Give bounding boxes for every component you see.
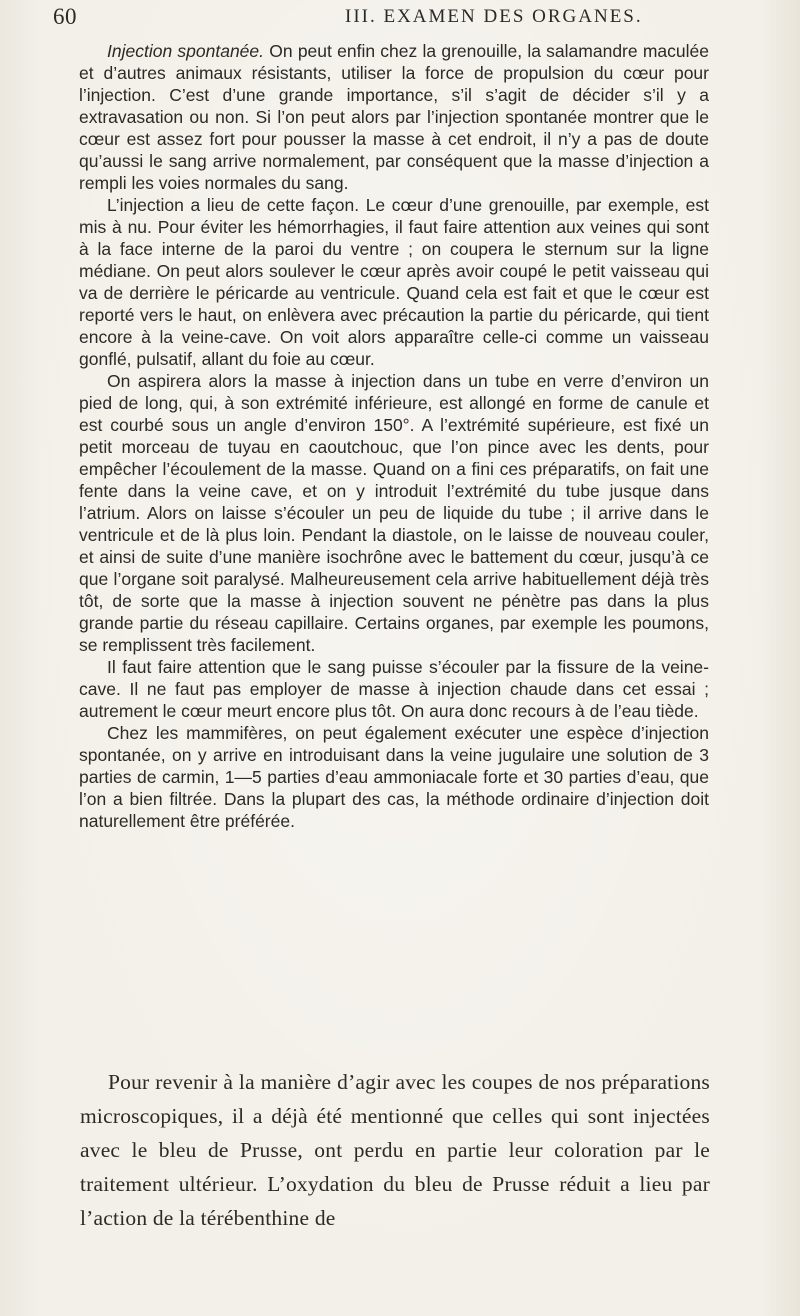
running-head: III. EXAMEN DES ORGANES. — [345, 6, 643, 27]
paragraph-coupes: Pour revenir à la manière d’agir avec les coupes de nos préparations microscopiques, il a déjà été mentionné que celles qui sont injectées avec le bleu de Prusse, ont perdu en partie leur coloration par le traitement ultérieur. L’oxydation du bleu de Prusse réduit a lieu par l’action de la térébenthine de — [80, 1070, 710, 1230]
paragraph-mammiferes: Chez les mammifères, on peut également exécuter une espèce d’injection spontanée, on y arrive en introduisant dans la veine jugulaire une solution de 3 parties de carmin, 1—5 parties d’eau ammoniacale forte et 30 parties d’eau, que l’on a bien filtrée. Dans la plupart des cas, la méthode ordinaire d’injection doit naturellement être préférée. — [79, 723, 709, 831]
paragraph-lead-italic: Injection spontanée. — [107, 41, 265, 61]
paragraph-text: On peut enfin chez la grenouille, la salamandre maculée et d’autres animaux résistants, utiliser la force de propulsion du cœur pour l’injection. C’est d’une grande importance, s’il s’agit de décider s’il y a extravasation ou non. Si l’on peut alors par l’injection spontanée montrer que le cœur est assez fort pour pousser la masse à cet endroit, il n’y a pas de doute qu’aussi le sang arrive normalement, par conséquent que la masse d’injection a rempli les voies normales du sang. — [79, 41, 709, 193]
large-print-section — [80, 1065, 710, 1235]
paragraph-aspiration: On aspirera alors la masse à injection dans un tube en verre d’environ un pied de long, qui, à son extrémité inférieure, est allongé en forme de canule et est courbé sous un angle d’environ 150°. A l’extrémité supérieure, est fixé un petit morceau de tuyau en caoutchouc, que l’on pince avec les dents, pour empêcher l’écoulement de la masse. Quand on a fini ces préparatifs, on fait une fente dans la veine cave, et on y introduit l’extrémité du tube jusque dans l’atrium. Alors on laisse s’écouler un peu de liquide du tube ; il arrive dans le ventricule et de là plus loin. Pendant la diastole, on le laisse de nouveau couler, et ainsi de suite d’une manière isochrône avec le battement du cœur, jusqu’à ce que l’organe soit paralysé. Malheureusement cela arrive habituellement déjà très tôt, de sorte que la masse à injection souvent ne pénètre pas dans la plus grande partie du réseau capillaire. Certains organes, par exemple les poumons, se remplissent très facilement. — [79, 371, 709, 655]
paragraph-injection-spontanee — [79, 40, 709, 194]
page-number: 60 — [53, 4, 77, 29]
paragraph-procedure: L’injection a lieu de cette façon. Le cœur d’une grenouille, par exemple, est mis à nu. Pour éviter les hémorrhagies, il faut faire attention aux veines qui sont à la face interne de la paroi du ventre ; on coupera le sternum sur la ligne médiane. On peut alors soulever le cœur après avoir coupé le petit vaisseau qui va de derrière le péricarde au ventricule. Quand cela est fait et que le cœur est reporté vers le haut, on enlèvera avec précaution la partie du péricarde, qui tient encore à la veine-cave. On voit alors apparaître celle-ci comme un vaisseau gonflé, pulsatif, allant du foie au cœur. — [79, 195, 709, 369]
paragraph-attention: Il faut faire attention que le sang puisse s’écouler par la fissure de la veine-cave. Il ne faut pas employer de masse à injection chaude dans cet essai ; autrement le cœur meurt encore plus tôt. On aura donc recours à de l’eau tiède. — [79, 657, 709, 721]
small-print-section — [79, 40, 709, 832]
page-header — [0, 4, 800, 30]
